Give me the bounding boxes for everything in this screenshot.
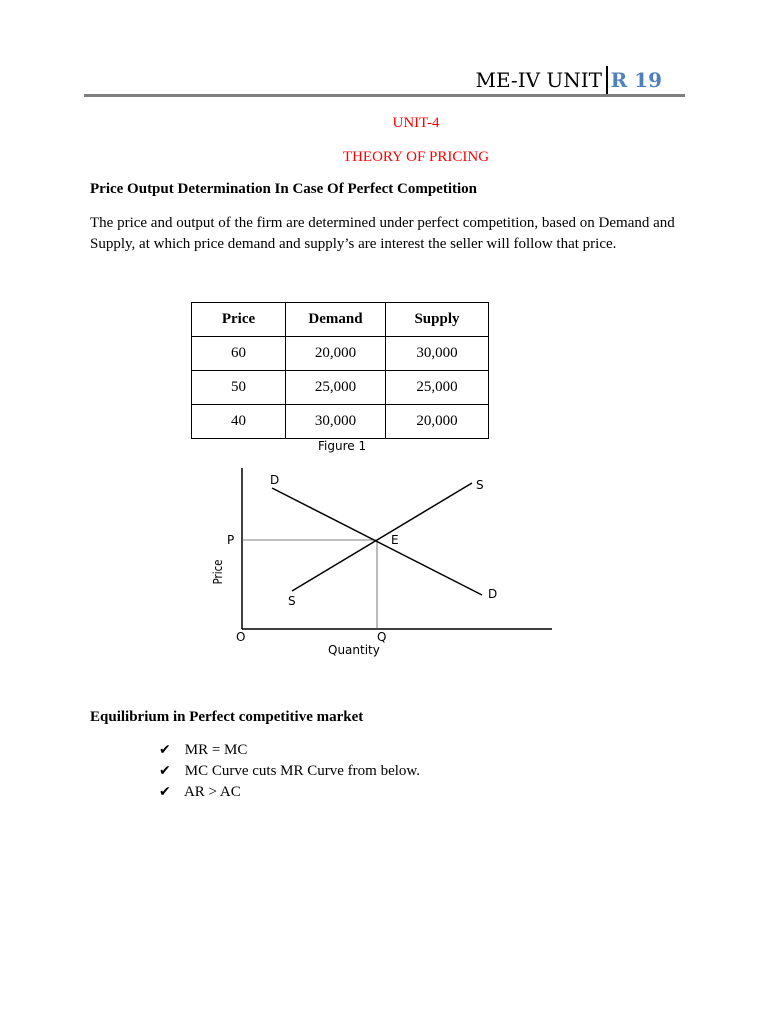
table-header-supply: Supply (386, 303, 489, 337)
header-title: ME-IV UNIT (475, 68, 602, 92)
supply-label-top: S (476, 478, 484, 492)
list-item-text: MR = MC (184, 742, 248, 758)
supply-curve (292, 483, 472, 591)
table-cell: 30,000 (386, 337, 489, 371)
table-cell: 20,000 (386, 405, 489, 439)
supply-demand-diagram (200, 432, 560, 662)
table-cell: 40 (192, 405, 286, 439)
table-cell: 25,000 (286, 371, 386, 405)
table-row (192, 337, 489, 371)
equilibrium-heading: Equilibrium in Perfect competitive market (90, 709, 364, 725)
demand-label-bottom: D (488, 587, 498, 601)
figure-caption: Figure 1 (318, 439, 367, 453)
check-icon: ✔ (159, 742, 171, 758)
list-item-text: AR > AC (183, 784, 241, 800)
supply-demand-figure (200, 432, 560, 662)
table-row (192, 371, 489, 405)
page-header (84, 64, 684, 96)
table-header-demand: Demand (286, 303, 386, 337)
topic-label: THEORY OF PRICING (342, 149, 490, 165)
section-heading: Price Output Determination In Case Of Perfect Competition (90, 181, 477, 197)
header-rule (84, 94, 685, 97)
quantity-point-label: Q (377, 630, 387, 644)
table-header-price: Price (192, 303, 286, 337)
check-icon: ✔ (159, 763, 171, 779)
table-cell: 60 (192, 337, 286, 371)
header-code: R 19 (610, 68, 662, 92)
origin-label: O (236, 630, 246, 644)
check-icon: ✔ (159, 784, 171, 800)
price-table (191, 302, 489, 439)
table-cell: 50 (192, 371, 286, 405)
equilibrium-label: E (391, 533, 399, 547)
table-cell: 20,000 (286, 337, 386, 371)
list-item (159, 763, 420, 784)
list-item (159, 784, 420, 805)
header-separator (606, 66, 608, 94)
supply-label-bottom: S (288, 594, 296, 608)
x-axis-label: Quantity (328, 643, 380, 657)
table-cell: 30,000 (286, 405, 386, 439)
list-item (159, 742, 420, 763)
unit-label: UNIT-4 (392, 115, 440, 131)
equilibrium-list (159, 742, 420, 805)
intro-paragraph: The price and output of the firm are determined under perfect competition, based on Demand and Supply, at which price demand and supply’s are interest the seller will follow that price. (90, 215, 675, 252)
demand-label-top: D (270, 473, 280, 487)
list-item-text: MC Curve cuts MR Curve from below. (184, 763, 421, 779)
y-axis-label: Price (211, 559, 226, 585)
table-header-row (192, 303, 489, 337)
table-cell: 25,000 (386, 371, 489, 405)
price-label: P (227, 533, 235, 547)
